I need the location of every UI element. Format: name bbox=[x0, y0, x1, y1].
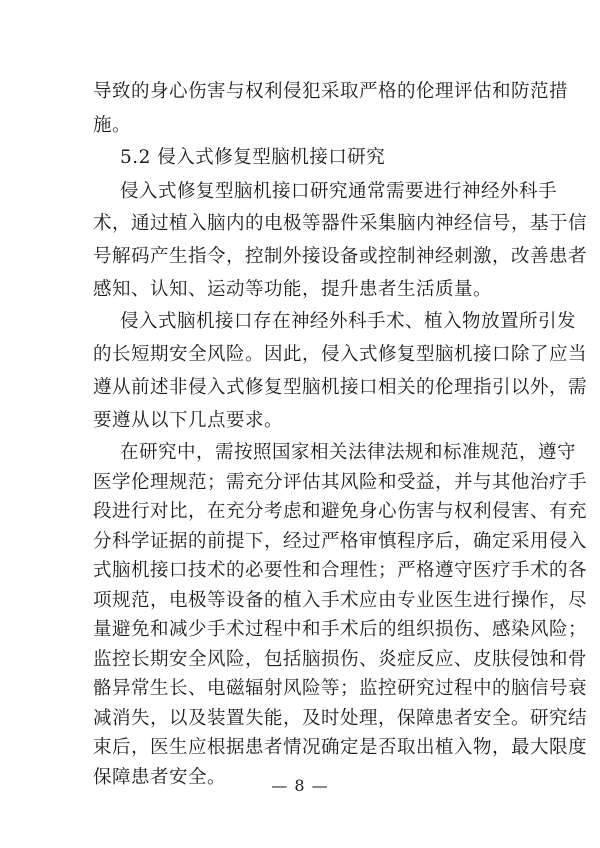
paragraph-3-line-5: 式脑机接口技术的必要性和合理性；严格遵守医疗手术的各 bbox=[93, 560, 588, 581]
text-line-continuation: 导致的身心伤害与权利侵犯采取严格的伦理评估和防范措 bbox=[93, 81, 569, 102]
paragraph-3-line-2: 医学伦理规范；需充分评估其风险和受益，并与其他治疗手 bbox=[93, 471, 588, 493]
section-heading: 5.2 侵入式修复型脑机接口研究 bbox=[120, 147, 386, 168]
paragraph-2-line-4: 要遵从以下几点要求。 bbox=[93, 410, 284, 431]
page-number: — 8 — bbox=[271, 776, 329, 795]
paragraph-2-line-2: 的长短期安全风险。因此，侵入式修复型脑机接口除了应当 bbox=[93, 344, 588, 365]
paragraph-1-line-3: 号解码产生指令，控制外接设备或控制神经刺激，改善患者 bbox=[93, 246, 588, 267]
paragraph-3-line-3: 段进行对比，在充分考虑和避免身心伤害与权利侵害、有充 bbox=[93, 501, 588, 522]
paragraph-3-line-4: 分科学证据的前提下，经过严格审慎程序后，确定采用侵入 bbox=[93, 530, 588, 552]
paragraph-3-line-8: 监控长期安全风险，包括脑损伤、炎症反应、皮肤侵蚀和骨 bbox=[93, 648, 588, 670]
paragraph-1-line-1: 侵入式修复型脑机接口研究通常需要进行神经外科手 bbox=[120, 181, 558, 202]
paragraph-2-line-1: 侵入式脑机接口存在神经外科手术、植入物放置所引发 bbox=[120, 311, 577, 332]
paragraph-1-line-4: 感知、认知、运动等功能，提升患者生活质量。 bbox=[93, 279, 493, 300]
paragraph-3-line-9: 骼异常生长、电磁辐射风险等；监控研究过程中的脑信号衰 bbox=[93, 678, 588, 699]
paragraph-3-line-10: 减消失，以及装置失能，及时处理，保障患者安全。研究结 bbox=[93, 707, 588, 729]
paragraph-3-line-11: 束后，医生应根据患者情况确定是否取出植入物，最大限度 bbox=[93, 737, 588, 758]
paragraph-3-line-12: 保障患者安全。 bbox=[93, 766, 227, 788]
paragraph-3-line-1: 在研究中，需按照国家相关法律法规和标准规范，遵守 bbox=[120, 442, 577, 463]
paragraph-1-line-2: 术，通过植入脑内的电极等器件采集脑内神经信号，基于信 bbox=[93, 213, 588, 234]
paragraph-3-line-6: 项规范，电极等设备的植入手术应由专业医生进行操作，尽 bbox=[93, 589, 588, 611]
paragraph-3-line-7: 量避免和减少手术过程中和手术后的组织损伤、感染风险； bbox=[93, 619, 588, 640]
text-line-continuation-end: 施。 bbox=[93, 115, 132, 136]
paragraph-2-line-3: 遵从前述非侵入式修复型脑机接口相关的伦理指引以外，需 bbox=[93, 377, 588, 398]
